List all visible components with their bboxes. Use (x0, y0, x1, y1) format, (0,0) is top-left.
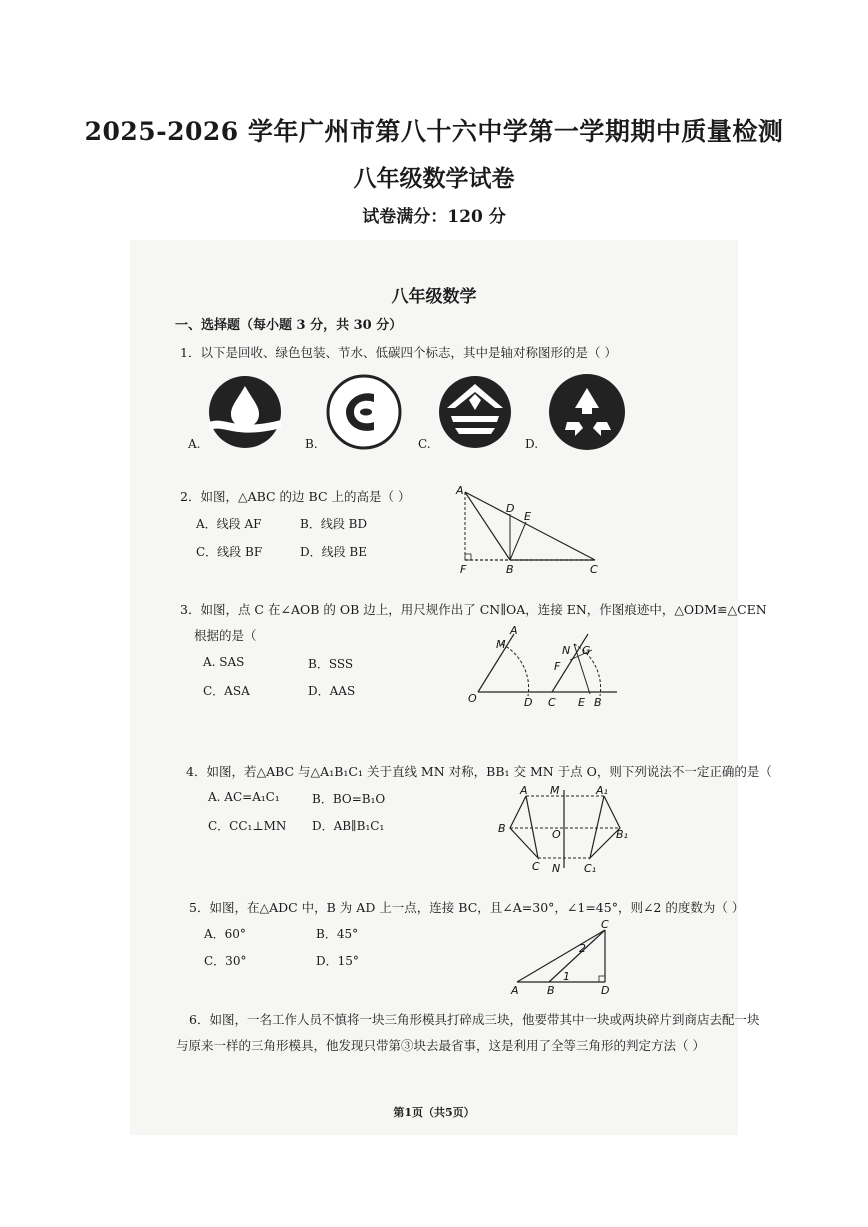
page-footer: 第1页（共5页） (393, 1106, 475, 1119)
q3-option-d: D．AAS (308, 684, 356, 698)
full-score: 试卷满分：120 分 (362, 207, 506, 227)
point-b: B (498, 822, 506, 835)
point-m: M (550, 784, 560, 797)
low-carbon-logo-d (545, 370, 629, 454)
q4-figure (492, 782, 642, 876)
point-n: N (552, 862, 561, 875)
point-a1: A₁ (596, 784, 608, 797)
point-c: C (601, 918, 609, 931)
inner-title: 八年级数学 (391, 287, 477, 307)
point-d: D (506, 502, 515, 515)
point-a: A (456, 484, 464, 497)
point-e: E (524, 510, 531, 523)
option-c-label: C. (418, 437, 431, 451)
point-g: G (582, 644, 591, 657)
exam-title: 2025-2026 学年广州市第八十六中学第一学期期中质量检测 (84, 117, 784, 146)
q5-option-b: B．45° (316, 927, 359, 941)
point-a: A (510, 624, 518, 637)
green-package-logo-b (322, 372, 406, 452)
q2-option-d: D．线段 BE (300, 545, 368, 559)
exam-subtitle: 八年级数学试卷 (353, 165, 515, 192)
point-e: E (578, 696, 585, 709)
point-b: B (594, 696, 602, 709)
question-5: 5．如图，在△ADC 中，B 为 AD 上一点，连接 BC，且∠A=30°，∠1=45°，则∠2 的度数为（ ） (189, 900, 745, 915)
point-o: O (468, 692, 477, 705)
point-b: B (506, 563, 514, 576)
point-d: D (524, 696, 533, 709)
q5-figure (505, 918, 623, 998)
recycle-logo-a (205, 372, 285, 452)
point-m: M (496, 638, 506, 651)
question-1: 1．以下是回收、绿色包装、节水、低碳四个标志，其中是轴对称图形的是（ ） (180, 345, 617, 360)
question-3-cont: 根据的是（ (194, 628, 257, 643)
q4-option-b: B．BO=B₁O (312, 792, 386, 806)
point-o: O (552, 828, 561, 841)
question-4: 4．如图，若△ABC 与△A₁B₁C₁ 关于直线 MN 对称，BB₁ 交 MN 于点 O，则下列说法不一定正确的是（ (186, 764, 772, 779)
point-a: A (520, 784, 528, 797)
question-2: 2．如图，△ABC 的边 BC 上的高是（ ） (180, 489, 411, 504)
q3-option-a: A. SAS (203, 655, 245, 669)
q2-option-b: B．线段 BD (300, 517, 368, 531)
point-f: F (460, 563, 467, 576)
q4-option-d: D．AB∥B₁C₁ (312, 819, 385, 833)
point-c: C (548, 696, 556, 709)
q2-figure (450, 482, 610, 576)
angle-2: 2 (579, 942, 586, 955)
q5-option-d: D．15° (316, 954, 359, 968)
q3-option-b: B．SSS (308, 657, 354, 671)
point-c: C (590, 563, 598, 576)
angle-1: 1 (563, 970, 570, 983)
q2-option-a: A．线段 AF (196, 517, 262, 531)
point-c1: C₁ (584, 862, 597, 875)
point-c: C (532, 860, 540, 873)
question-6-cont: 与原来一样的三角形模具，他发现只带第③块去最省事，这是利用了全等三角形的判定方法（ ） (176, 1038, 705, 1053)
q4-option-a: A. AC=A₁C₁ (208, 790, 280, 804)
q3-figure (462, 622, 622, 712)
point-b: B (547, 984, 555, 997)
q5-option-c: C．30° (204, 954, 247, 968)
section-heading: 一、选择题（每小题 3 分，共 30 分） (175, 318, 403, 333)
point-n: N (562, 644, 571, 657)
q5-option-a: A．60° (204, 927, 246, 941)
option-a-label: A. (188, 437, 201, 451)
point-f: F (554, 660, 561, 673)
point-d: D (601, 984, 610, 997)
point-b1: B₁ (616, 828, 628, 841)
q3-option-c: C．ASA (203, 684, 250, 698)
question-3: 3．如图，点 C 在∠AOB 的 OB 边上，用尺规作出了 CN∥OA，连接 EN，作图痕迹中，△ODM≌△CEN (180, 602, 767, 617)
option-d-label: D. (525, 437, 539, 451)
option-b-label: B. (305, 437, 318, 451)
q4-option-c: C．CC₁⊥MN (208, 819, 287, 833)
question-6: 6．如图，一名工作人员不慎将一块三角形模具打碎成三块，他要带其中一块或两块碎片到商店去配一块 (189, 1012, 760, 1027)
point-a: A (511, 984, 519, 997)
water-saving-logo-c (435, 372, 515, 452)
q2-option-c: C．线段 BF (196, 545, 263, 559)
